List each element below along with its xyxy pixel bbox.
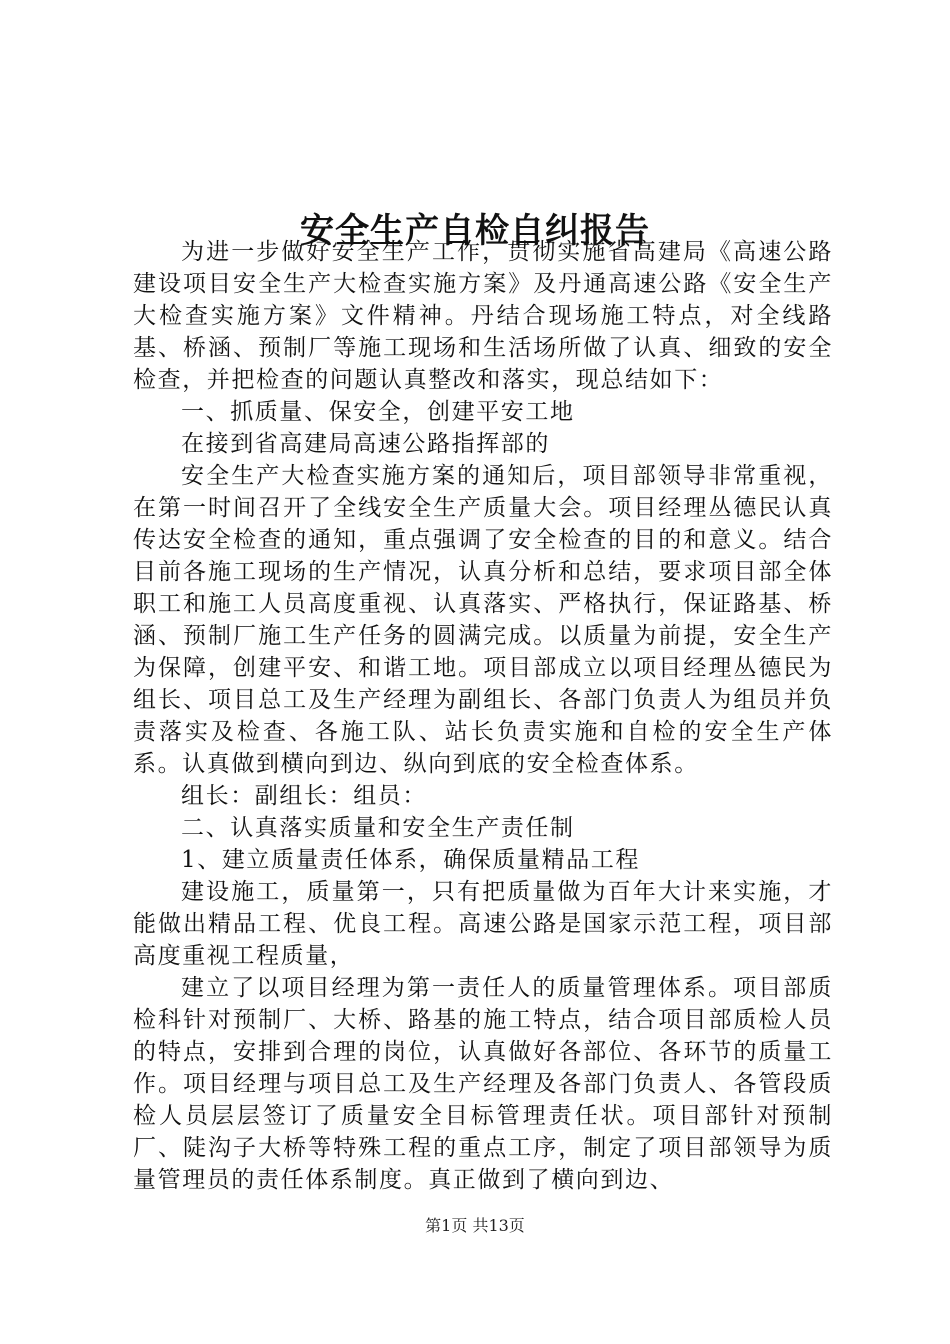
paragraph: 建立了以项目经理为第一责任人的质量管理体系。项目部质检科针对预制厂、大桥、路基的施工特点，结合项目部质检人员的特点，安排到合理的岗位，认真做好各部位、各环节的质量工作。项目经理与项目总工及生产经理及各部门负责人、各管段质检人员层层签订了质量安全目标管理责任状。项目部针对预制厂、陡沟子大桥等特殊工程的重点工序，制定了项目部领导为质量管理员的责任体系制度。真正做到了横向到边、	[133, 975, 833, 1193]
document-body	[133, 236, 833, 1196]
document-title: 安全生产自检自纠报告	[300, 210, 650, 251]
paragraph-roles: 组长：副组长：组员：	[181, 783, 427, 809]
section-heading-1: 一、抓质量、保安全，创建平安工地	[181, 399, 575, 425]
section-heading-2: 二、认真落实质量和安全生产责任制	[181, 815, 575, 841]
paragraph: 建设施工，质量第一，只有把质量做为百年大计来实施，才能做出精品工程、优良工程。高速公路是国家示范工程，项目部高度重视工程质量，	[133, 879, 833, 969]
page-number-footer: 第1页 共13页	[425, 1216, 525, 1235]
paragraph: 在接到省高建局高速公路指挥部的	[181, 431, 550, 457]
paragraph: 安全生产大检查实施方案的通知后，项目部领导非常重视，在第一时间召开了全线安全生产质量大会。项目经理丛德民认真传达安全检查的通知，重点强调了安全检查的目的和意义。结合目前各施工现场的生产情况，认真分析和总结，要求项目部全体职工和施工人员高度重视、认真落实、严格执行，保证路基、桥涵、预制厂施工生产任务的圆满完成。以质量为前提，安全生产为保障，创建平安、和谐工地。项目部成立以项目经理丛德民为组长、项目总工及生产经理为副组长、各部门负责人为组员并负责落实及检查、各施工队、站长负责实施和自检的安全生产体系。认真做到横向到边、纵向到底的安全检查体系。	[133, 463, 833, 777]
subsection-heading-1: 1、建立质量责任体系，确保质量精品工程	[181, 847, 641, 873]
paragraph-intro: 为进一步做好安全生产工作，贯彻实施省高建局《高速公路建设项目安全生产大检查实施方案》及丹通高速公路《安全生产大检查实施方案》文件精神。丹结合现场施工特点，对全线路基、桥涵、预制厂等施工现场和生活场所做了认真、细致的安全检查，并把检查的问题认真整改和落实，现总结如下：	[133, 239, 833, 393]
